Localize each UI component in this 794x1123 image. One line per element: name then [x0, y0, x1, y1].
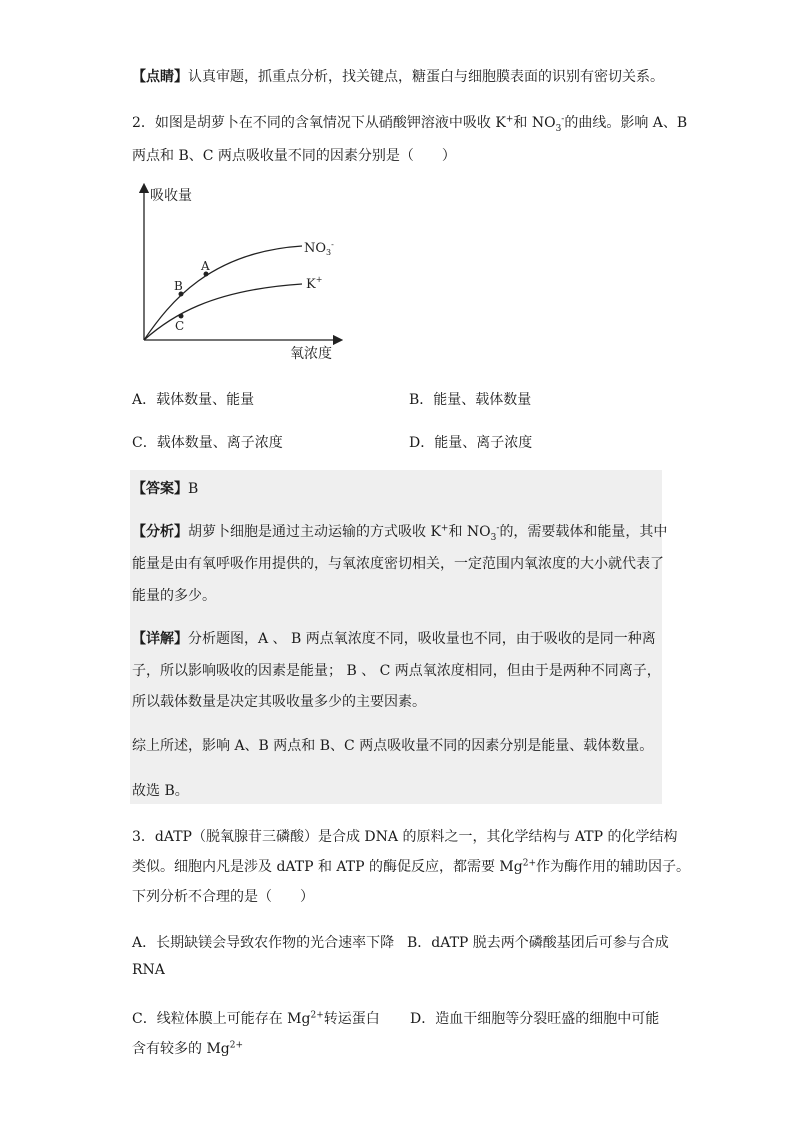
x-axis-label: 氧浓度	[290, 346, 332, 362]
analysis-line1: 【分析】胡萝卜细胞是通过主动运输的方式吸收 K+和 $NO_3^-$的，需要载体和能量，其中	[132, 523, 668, 543]
q3-stem-line3: 下列分析不合理的是（ ）	[132, 889, 314, 905]
detail-line2: 子，所以影响吸收的因素是能量； B 、 C 两点氧浓度相同，但由于是两种不同离子，	[132, 663, 661, 679]
q3-option-b-cont: RNA	[132, 962, 165, 978]
q3-option-d-cont: 含有较多的 $Mg^{2+}$	[132, 1040, 244, 1057]
detail-line1: 【详解】分析题图，A 、 B 两点氧浓度不同，吸收量也不同，由于吸收的是同一种离	[132, 631, 656, 647]
y-axis-label: 吸收量	[150, 188, 192, 204]
q3-stem-line2: 类似。细胞内凡是涉及 dATP 和 ATP 的酶促反应，都需要 $Mg^{2+}$作为酶作用的辅助因子。	[132, 858, 690, 875]
q2-option-c: C．载体数量、离子浓度	[132, 435, 283, 451]
q2-option-a: A．载体数量、能量	[132, 392, 255, 408]
q3-option-c: C．线粒体膜上可能存在 $Mg^{2+}$转运蛋白	[132, 1010, 380, 1027]
analysis-line2: 能量是由有氧呼吸作用提供的，与氧浓度密切相关，一定范围内氧浓度的大小就代表了	[132, 556, 664, 572]
q2-option-d: D．能量、离子浓度	[409, 435, 533, 451]
point-a-label: A	[201, 259, 210, 273]
series-no3-line	[144, 246, 302, 340]
analysis-line3: 能量的多少。	[132, 588, 216, 604]
q2-stem-line1: 2．如图是胡萝卜在不同的含氧情况下从硝酸钾溶液中吸收 K+和 $NO_3^-$的曲线。影响 A、B	[132, 114, 688, 134]
tip-text: 认真审题，抓重点分析，找关键点，糖蛋白与细胞膜表面的识别有密切关系。	[188, 69, 664, 85]
series-k-label: K+	[306, 275, 323, 292]
detail-line3: 所以载体数量是决定其吸收量多少的主要因素。	[132, 694, 426, 710]
q3-option-a: A．长期缺镁会导致农作物的光合速率下降	[132, 935, 395, 951]
absorption-chart	[130, 182, 350, 372]
choice-line: 故选 B。	[132, 783, 189, 799]
q2-stem-line2: 两点和 B、C 两点吸收量不同的因素分别是（ ）	[132, 148, 456, 164]
series-no3-label: $NO_3^-$	[304, 240, 334, 257]
series-k-line	[144, 284, 302, 340]
tip-paragraph	[132, 66, 664, 86]
tip-tag: 【点睛】	[132, 69, 188, 85]
answer-line: 【答案】B	[132, 481, 199, 497]
point-c-label: C	[175, 319, 185, 333]
summary-line: 综上所述，影响 A、B 两点和 B、C 两点吸收量不同的因素分别是能量、载体数量。	[132, 738, 654, 754]
point-b-label: B	[174, 279, 183, 293]
q2-option-b: B．能量、载体数量	[409, 392, 532, 408]
q3-option-b: B．dATP 脱去两个磷酸基团后可参与合成	[407, 935, 669, 951]
q3-option-d: D．造血干细胞等分裂旺盛的细胞中可能	[410, 1011, 660, 1027]
q3-stem-line1: 3．dATP（脱氧腺苷三磷酸）是合成 DNA 的原料之一，其化学结构与 ATP 的化学结构	[132, 829, 678, 845]
point-c	[179, 314, 184, 319]
